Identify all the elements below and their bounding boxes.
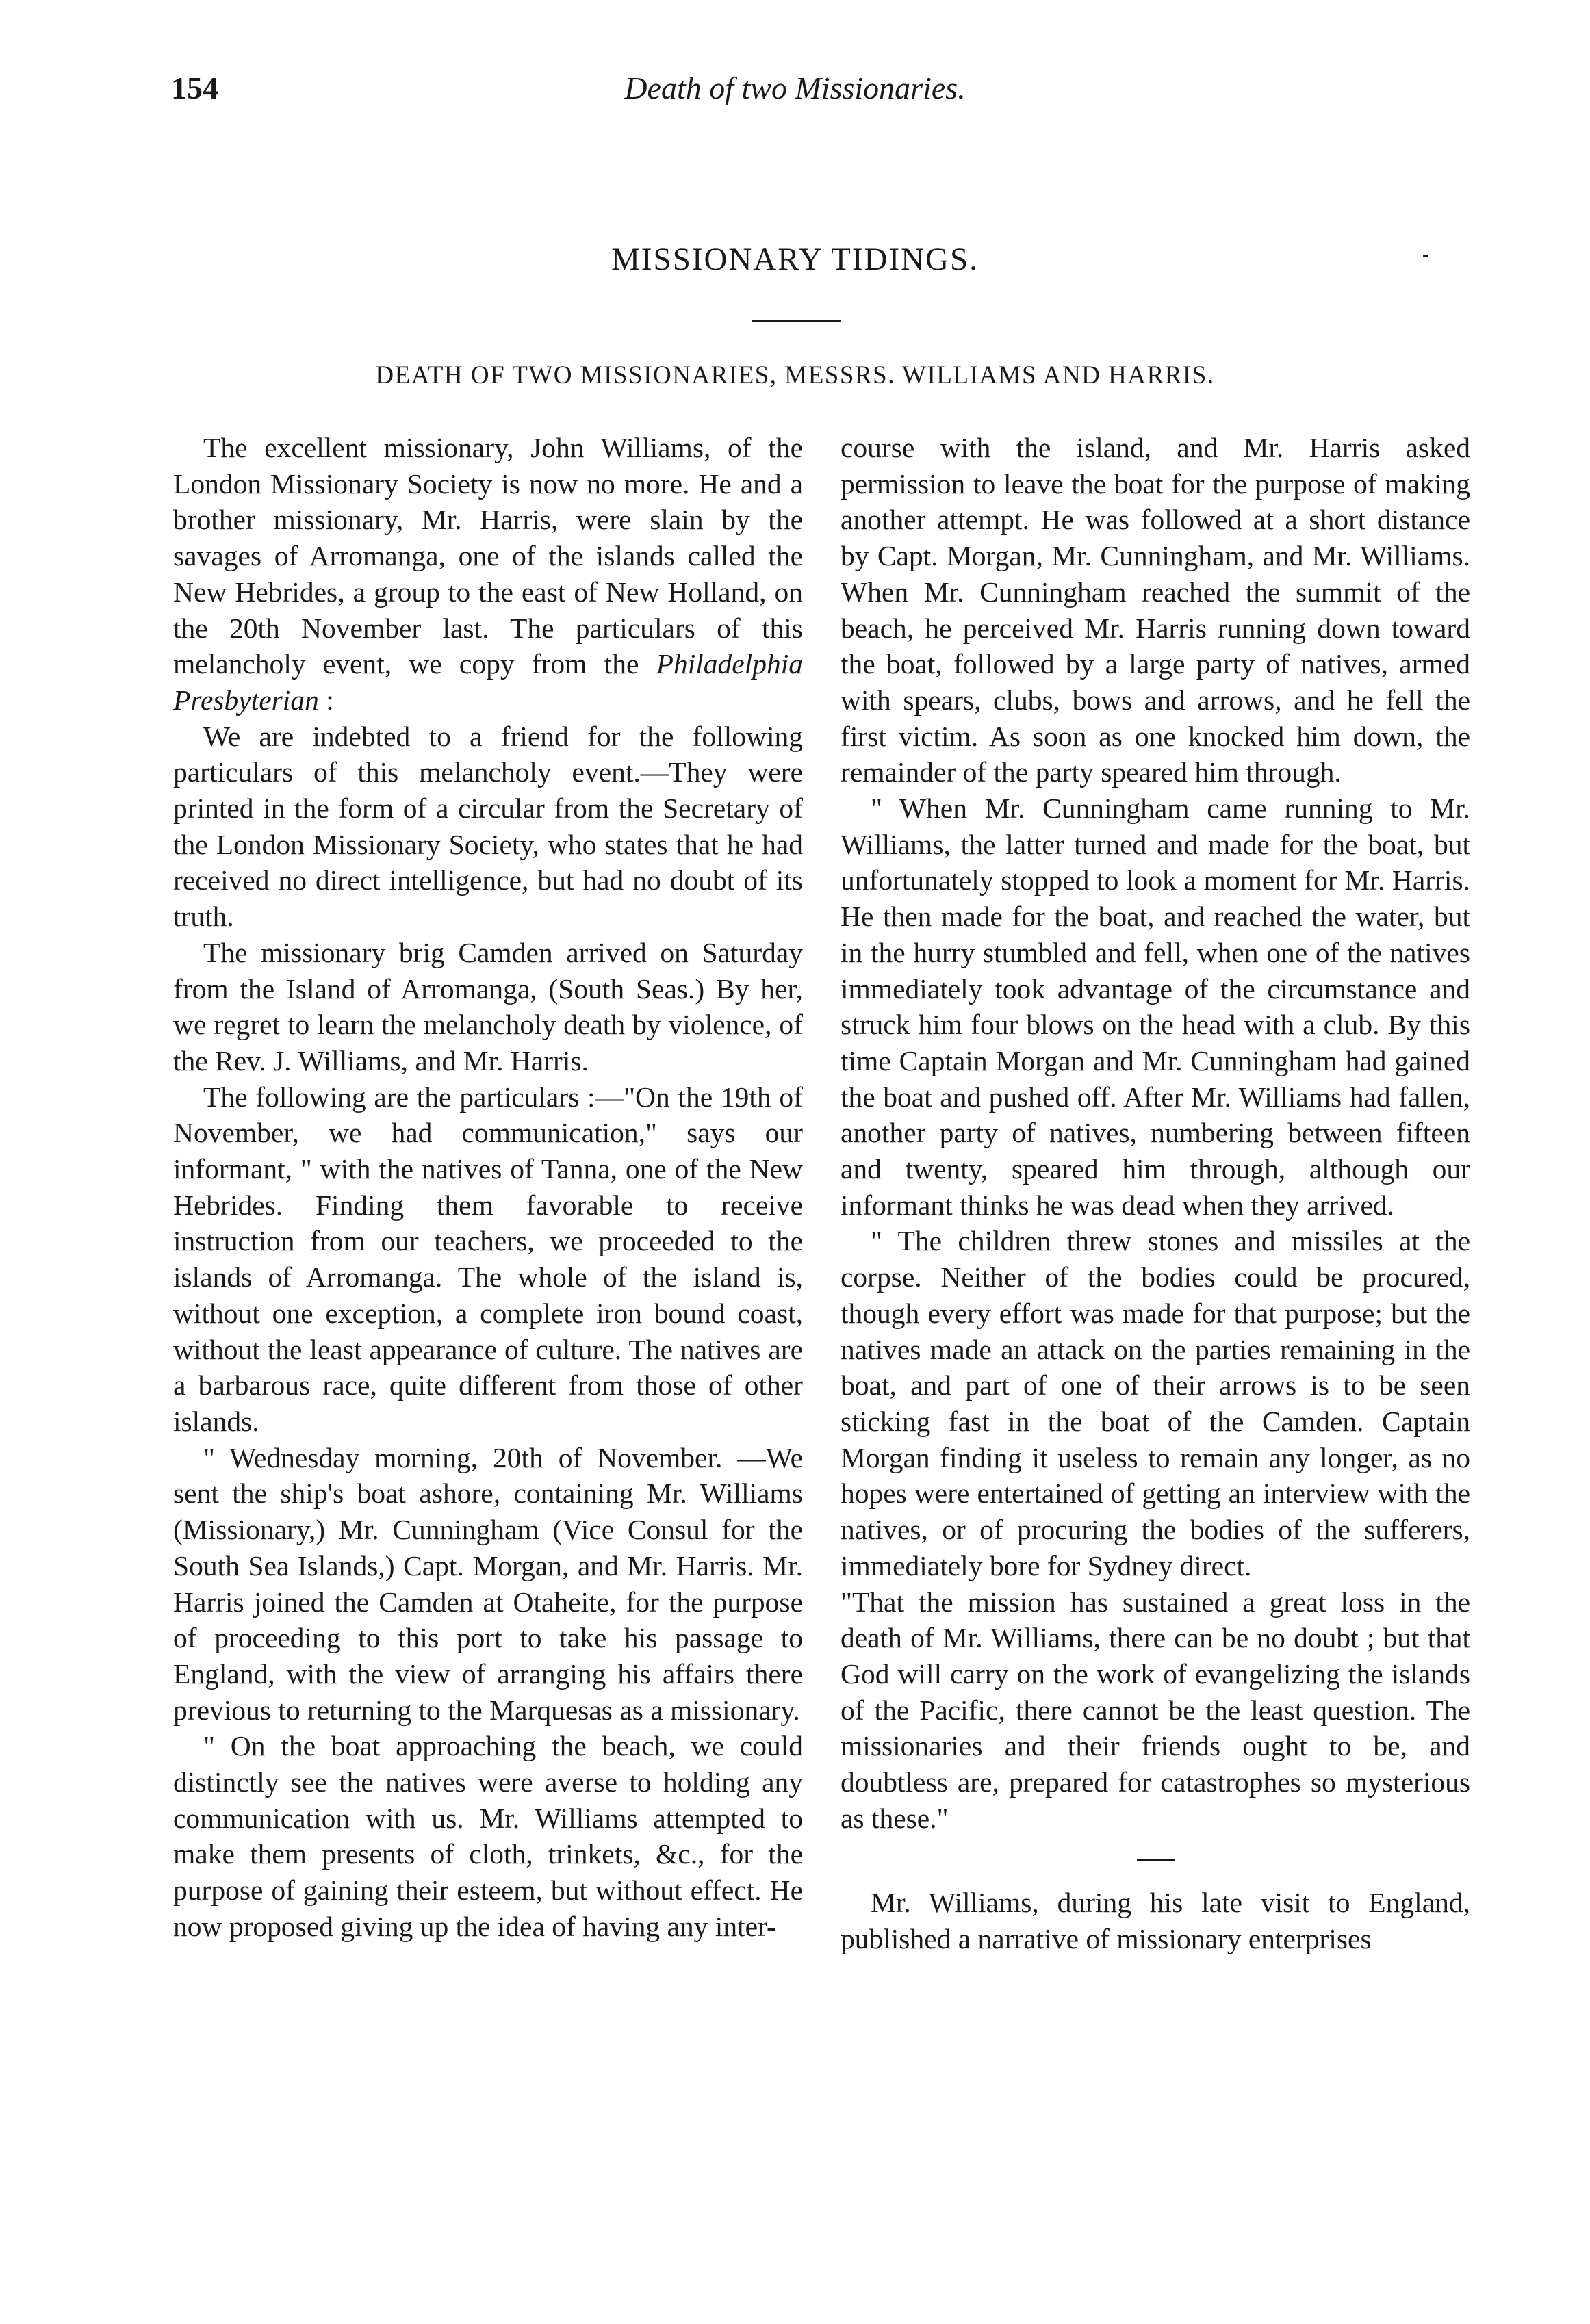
source-title: Philadelphia Presbyterian	[173, 648, 803, 716]
running-head	[171, 70, 1419, 111]
paragraph-text: The excellent missionary, John Williams, of the London Missionary Society is now no more. He and a brother missionary, Mr. Harris, were slain by the savages of Arromanga, one of the islands called the New Hebrides, a group to the east of New Holland, on the 20th November last. The particulars of this melancholy event, we copy from the	[173, 432, 803, 680]
article-title: DEATH OF TWO MISSIONARIES, MESSRS. WILLIAMS AND HARRIS.	[375, 361, 1215, 389]
paragraph-end: :	[318, 684, 334, 716]
right-column	[841, 430, 1470, 1957]
section-divider	[1137, 1859, 1175, 1861]
page-number: 154	[171, 70, 218, 105]
left-column	[173, 430, 803, 1945]
section-title: MISSIONARY TIDINGS.	[611, 242, 979, 277]
paragraph: " When Mr. Cunningham came running to Mr. Williams, the latter turned and made for the boat, but unfortunately stopped to look a moment for Mr. Harris. He then made for the boat, and reached the water, but in the hurry stumbled and fell, when one of the natives immediately took advantage of the circumstance and struck him four blows on the head with a club. By this time Captain Morgan and Mr. Cunningham had gained the boat and pushed off. After Mr. Williams had fallen, another party of natives, numbering between fifteen and twenty, speared him through, although our informant thinks he was dead when they arrived.	[841, 792, 1470, 1221]
paragraph: " Wednesday morning, 20th of November. —We sent the ship's boat ashore, containing Mr. Williams (Missionary,) Mr. Cunningham (Vice Consul for the South Sea Islands,) Capt. Morgan, and Mr. Harris. Mr. Harris joined the Camden at Otaheite, for the purpose of proceeding to this port to take his passage to England, with the view of arranging his affairs there previous to returning to the Marquesas as a missionary.	[173, 1441, 803, 1726]
paragraph: " The children threw stones and missiles at the corpse. Neither of the bodies could be procured, though every effort was made for that purpose; but the natives made an attack on the parties remaining in the boat, and part of one of their arrows is to be seen sticking fast in the boat of the Camden. Captain Morgan finding it useless to remain any longer, as no hopes were entertained of getting an interview with the natives, or of procuring the bodies of the sufferers, immediately bore for Sydney direct.	[841, 1225, 1470, 1581]
paragraph: The missionary brig Camden arrived on Saturday from the Island of Arromanga, (South Seas.) By her, we regret to learn the melancholy death by violence, of the Rev. J. Williams, and Mr. Harris.	[173, 936, 803, 1076]
paragraph: "That the mission has sustained a great loss in the death of Mr. Williams, there can be no doubt ; but that God will carry on the work of evangelizing the islands of the Pacific, there cannot be the least question. The missionaries and their friends ought to be, and doubtless are, prepared for catastrophes so mysterious as these."	[841, 1586, 1470, 1834]
paragraph: course with the island, and Mr. Harris asked permission to leave the boat for the purpose of making another attempt. He was followed at a short distance by Capt. Morgan, Mr. Cunningham, and Mr. Williams. When Mr. Cunningham reached the summit of the beach, he perceived Mr. Harris running down toward the boat, followed by a large party of natives, armed with spears, clubs, bows and arrows, and he fell the first victim. As soon as one knocked him down, the remainder of the party speared him through.	[841, 432, 1470, 788]
paragraph: The following are the particulars :—"On the 19th of November, we had communication," says our informant, " with the natives of Tanna, one of the New Hebrides. Finding them favorable to receive instruction from our teachers, we proceeded to the islands of Arromanga. The whole of the island is, without one exception, a complete iron bound coast, without the least appearance of culture. The natives are a barbarous race, quite different from those of other islands.	[173, 1081, 803, 1437]
corner-mark: -	[1422, 243, 1429, 266]
paragraph	[173, 430, 803, 719]
paragraph: We are indebted to a friend for the following particulars of this melancholy event.—They were printed in the form of a circular from the Secretary of the London Missionary Society, who states that he had received no direct intelligence, but had no doubt of its truth.	[173, 720, 803, 933]
running-title: Death of two Missionaries.	[624, 70, 966, 105]
paragraph: " On the boat approaching the beach, we could distinctly see the natives were averse to holding any communication with us. Mr. Williams attempted to make them presents of cloth, trinkets, &c., for the purpose of gaining their esteem, but without effect. He now proposed giving up the idea of having any inter-	[173, 1730, 803, 1942]
title-rule	[752, 320, 841, 322]
paragraph: Mr. Williams, during his late visit to England, published a narrative of missionary enterprises	[841, 1887, 1470, 1955]
